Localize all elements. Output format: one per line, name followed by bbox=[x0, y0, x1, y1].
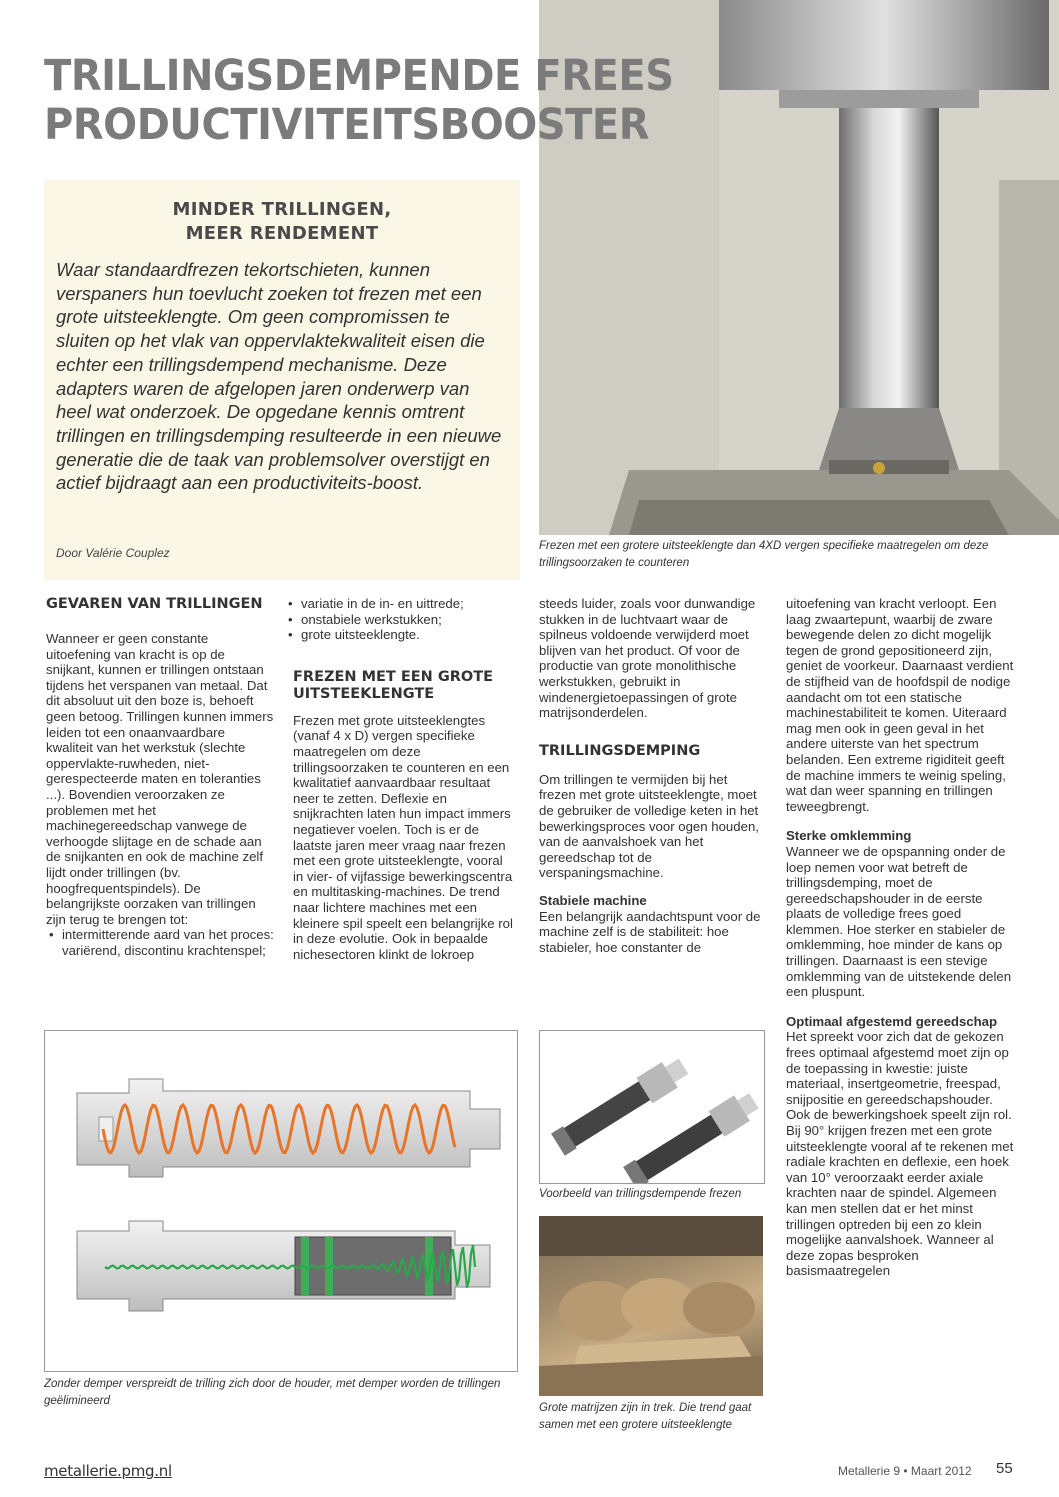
page-title bbox=[44, 51, 674, 150]
molds-photo bbox=[539, 1216, 763, 1396]
col2-paragraph: Frezen met grote uitsteeklengtes (vanaf 4 x D) vergen specifieke maatregelen om deze trillingsoorzaken te counteren en een kwalitatief aanvaardbaar resultaat neer te zetten. Deflexie en snijkrachten laten hun impact immers negatiever voelen. Toch is er de laatste jaren meer vraag naar frezen met een grote uitsteeklengte, vooral in vier- of vijfassige bewerkingscentra en multitasking-machines. De trend naar lichtere machines met een kleinere spil speelt een belangrijke rol in deze evolutie. Ook in bepaalde nichesectoren klinkt de lokroep bbox=[293, 712, 513, 962]
intro-box bbox=[44, 180, 520, 580]
tools-caption: Voorbeeld van trillingsdempende frezen bbox=[539, 1188, 742, 1200]
intro-lede: Waar standaardfrezen tekortschieten, kunnen verspaners hun toevlucht zoeken tot frezen met een grote uitsteeklengte. Om geen compromissen te sluiten op het vlak van oppervlaktekwaliteit eisen die echter een trillingsdempend mechanisme. Deze adapters waren de afgelopen jaren onderwerp van heel wat onderzoek. De opgedane kennis omtrent trillingen en trillingsdemping resulteerde in een nieuwe generatie die de taak van problemsolver overstijgt en actief bijdraagt aan een productiviteits-boost. bbox=[56, 259, 502, 494]
col1-bullet-list bbox=[46, 927, 274, 958]
col4-paragraph-3: Het spreekt voor zich dat de gekozen frees optimaal afgestemd moet zijn op de toepassing in kwestie: juiste materiaal, insertgeometrie, freespad, snijpositie en gereedschapshouder. Ook de bewerkingshoek speelt zijn rol. Bij 90° krijgen frezen met een grote uitsteeklengte vooral af te rekenen met radiale krachten en deflexie, een hoek van 10° veroorzaakt eerder axiale krachten naar de spindel. Algemeen kan men stellen dat er het minst trillingen optreden bij een zo klein mogelijke aanvalshoek. Wanneer al deze zopas besproken basismaatregelen bbox=[786, 1029, 1014, 1279]
col3-paragraph-2: Om trillingen te vermijden bij het frezen met grote uitsteeklengte, moet de gebruiker de volledige keten in het bewerkingsproces voor ogen houden, van de aanvalshoek van het gereedschap tot de verspaningsmachine. bbox=[539, 771, 759, 881]
intro-heading-line-2: MEER RENDEMENT bbox=[185, 223, 379, 244]
col4-paragraph-2: Wanneer we de opspanning onder de loep nemen voor wat betreft de trillingsdemping, moet de gereedschapshouder in de eerste plaats de volledige frees goed klemmen. Hoe sterker en stabieler de omklemming, hoe minder de kans op trillingen. Daarnaast is een stevige omklemming van de uitstekende delen een pluspunt. bbox=[786, 843, 1012, 1000]
footer-issue: Metallerie 9 • Maart 2012 bbox=[838, 1464, 972, 1478]
title-line-1: TRILLINGSDEMPENDE FREES bbox=[44, 51, 674, 101]
list-item: • grote uitsteeklengte. bbox=[301, 627, 515, 643]
list-item: • onstabiele werkstukken; bbox=[301, 612, 515, 628]
molds-illustration bbox=[539, 1216, 763, 1396]
photo-caption: Frezen met een grotere uitsteeklengte dan 4XD vergen specifieke maatregelen om deze trillingsoorzaken te counteren bbox=[539, 540, 989, 569]
holder-with-damper bbox=[77, 1221, 490, 1311]
col3-paragraph-1: steeds luider, zoals voor dunwandige stukken in de luchtvaart waar de spilneus voldoende verwijderd moet blijven van het product. Of voor de productie van grote monolithische werkstukken, gebruikt in windenergietoepassingen of grote matrijsonderdelen. bbox=[539, 596, 756, 721]
molds-caption: Grote matrijzen zijn in trek. Die trend gaat samen met een grotere uitsteeklengte bbox=[539, 1402, 752, 1431]
col2-bullet-list bbox=[293, 596, 515, 643]
figure-caption: Zonder demper verspreidt de trilling zich door de houder, met demper worden de trillingen geëlimineerd bbox=[44, 1378, 501, 1407]
subheading-sterke-omklemming: Sterke omklemming bbox=[786, 828, 912, 844]
col4-paragraph-1: uitoefening van kracht verloopt. Een laag zwaartepunt, waarbij de zware bewegende delen zo dicht mogelijk tegen de grond gepositioneerd zijn, geniet de voorkeur. Daarnaast verdient de stijfheid van de hoofdspil de nodige aandacht om tot een statische machinestabiliteit te komen. Uiteraard mag men ook in geen geval in het andere uiterste van het spectrum belanden. Een extreme rigiditeit geeft de machine immers te weinig speling, wat dan weer spanning en trillingen teweegbrengt. bbox=[786, 596, 1014, 814]
column-3 bbox=[539, 596, 761, 955]
col3-paragraph-3: Een belangrijk aandachtspunt voor de machine zelf is de stabiliteit: hoe stabieler, hoe constanter de bbox=[539, 908, 761, 955]
intro-heading-line-1: MINDER TRILLINGEN, bbox=[172, 199, 392, 220]
column-4 bbox=[786, 596, 1014, 1279]
heading-trillingsdemping: TRILLINGSDEMPING bbox=[539, 742, 701, 759]
column-1 bbox=[46, 596, 274, 958]
list-item: • intermitterende aard van het proces: variërend, discontinu krachtenspel; bbox=[62, 927, 274, 958]
tools-photo bbox=[539, 1030, 765, 1184]
byline: Door Valérie Couplez bbox=[56, 546, 170, 560]
subheading-stabiele-machine: Stabiele machine bbox=[539, 892, 647, 908]
subheading-optimaal-gereedschap: Optimaal afgestemd gereedschap bbox=[786, 1013, 998, 1029]
holder-without-damper bbox=[77, 1079, 500, 1177]
damping-figure bbox=[44, 1030, 518, 1372]
tools-illustration bbox=[540, 1031, 764, 1183]
heading-gevaren: GEVAREN VAN TRILLINGEN bbox=[46, 596, 263, 612]
list-item: • variatie in de in- en uittrede; bbox=[301, 596, 515, 612]
page-number: 55 bbox=[996, 1460, 1013, 1477]
title-line-2: PRODUCTIVITEITSBOOSTER bbox=[44, 100, 650, 150]
damping-diagram bbox=[45, 1031, 517, 1371]
intro-heading bbox=[44, 198, 520, 246]
footer-url[interactable]: metallerie.pmg.nl bbox=[44, 1462, 172, 1480]
col1-paragraph: Wanneer er geen constante uitoefening van kracht is op de snijkant, kunnen er trillingen ontstaan tijdens het verspanen van metaal. Dat dit absoluut uit den boze is, behoeft geen betoog. Trillingen kunnen immers leiden tot een onaanvaardbare kwaliteit van het werkstuk (slechte oppervlakte-ruwheden, niet-gerespecteerde maten en toleranties ...). Bovendien veroorzaken ze problemen met het machinegereedschap vanwege de verhoogde slijtage en de schade aan de snijkanten en ook de machine zelf lijdt onder trillingen (bv. hoogfrequentspindels). De belangrijkste oorzaken van trillingen zijn terug te brengen tot: bbox=[46, 631, 274, 927]
heading-frezen: FREZEN MET EEN GROTE UITSTEEKLENGTE bbox=[293, 668, 494, 702]
column-2 bbox=[293, 596, 515, 962]
